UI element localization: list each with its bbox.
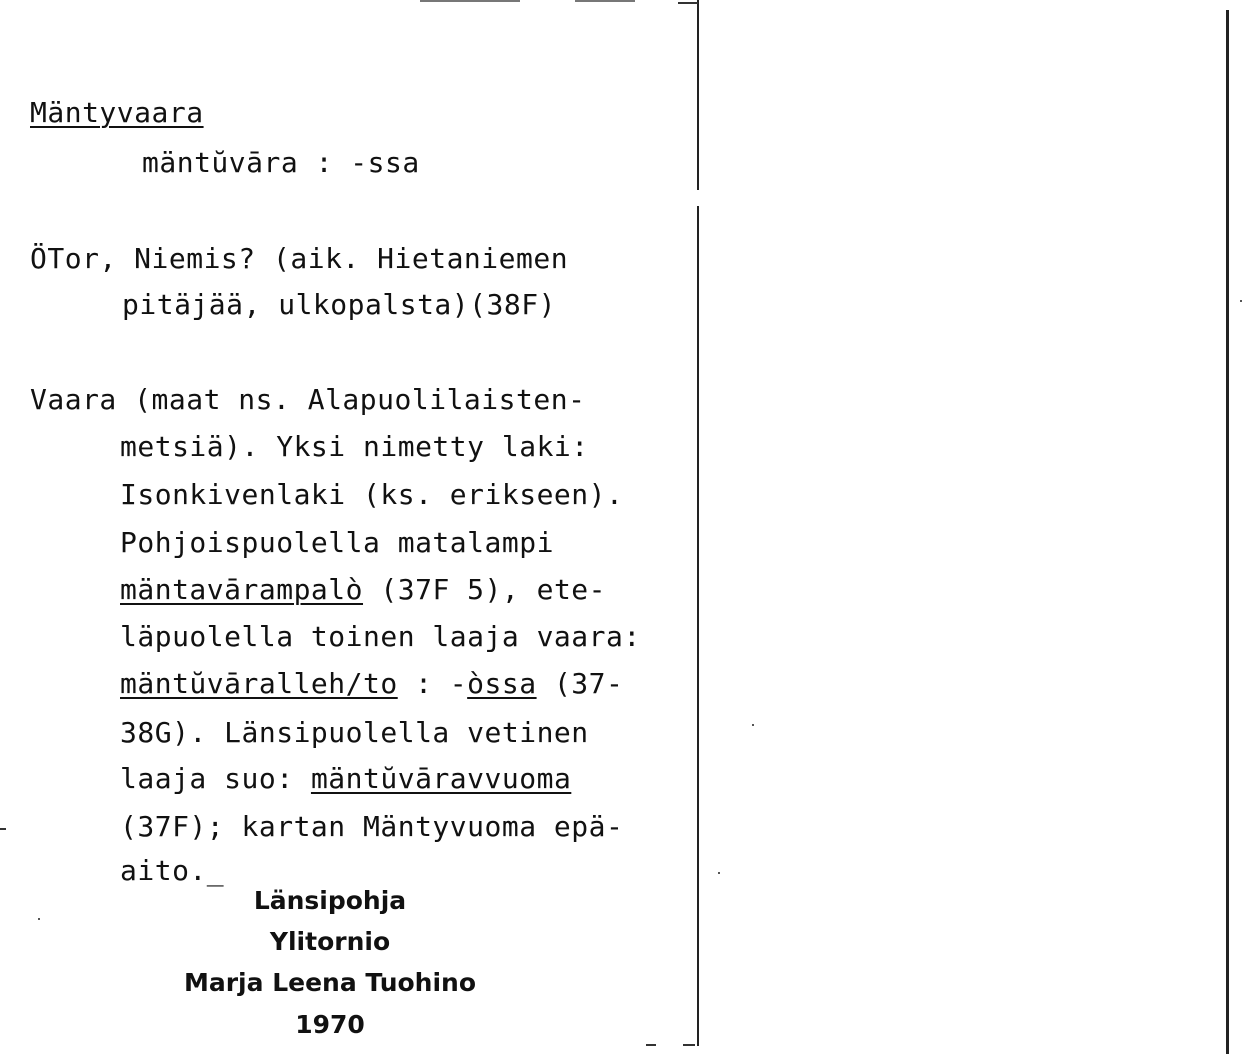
- location-line-2: pitäjää, ulkopalsta)(38F): [122, 288, 556, 321]
- stamp-collector: Marja Leena Tuohino: [183, 968, 477, 997]
- scan-artifact: [1240, 300, 1242, 302]
- scan-artifact: [38, 918, 40, 920]
- card-edge-line: [697, 206, 699, 1046]
- description-line-1: Vaara (maat ns. Alapuolilaisten-: [30, 383, 586, 416]
- stamp-year: 1970: [295, 1010, 365, 1039]
- place-name-form: mäntavārampalò: [120, 573, 364, 606]
- description-line-10: (37F); kartan Mäntyvuoma epä-: [120, 810, 624, 843]
- scan-artifact: [420, 0, 520, 2]
- description-line-5: [120, 567, 606, 613]
- place-name-inflection: òssa: [467, 667, 537, 700]
- description-text: laaja suo:: [120, 762, 311, 795]
- description-line-4: Pohjoispuolella matalampi: [120, 526, 554, 559]
- place-name-form: mäntŭvāravvuoma: [310, 762, 572, 795]
- location-line-1: ÖTor, Niemis? (aik. Hietaniemen: [30, 242, 569, 275]
- scan-artifact: [683, 1044, 695, 1046]
- scan-artifact: [678, 2, 698, 4]
- description-text: (37F 5), ete-: [363, 573, 607, 606]
- description-line-7: [120, 661, 623, 707]
- scan-artifact: [752, 724, 754, 726]
- scan-artifact: [0, 828, 6, 830]
- description-line-6: läpuolella toinen laaja vaara:: [120, 620, 641, 653]
- scan-artifact: [718, 872, 720, 874]
- scan-artifact: [575, 0, 635, 2]
- card-edge-line: [1226, 10, 1229, 1054]
- description-line-3: Isonkivenlaki (ks. erikseen).: [120, 478, 624, 511]
- headword: Mäntyvaara: [30, 96, 204, 129]
- description-line-9: [120, 756, 571, 802]
- stamp-region: Länsipohja: [253, 886, 407, 915]
- description-text: (37-: [536, 667, 624, 700]
- description-line-2: metsiä). Yksi nimetty laki:: [120, 430, 589, 463]
- description-text: : -: [397, 667, 468, 700]
- place-name-form: mäntŭvāralleh/to: [120, 667, 398, 700]
- description-line-8: 38G). Länsipuolella vetinen: [120, 716, 589, 749]
- card-edge-line: [697, 0, 699, 190]
- stamp-parish: Ylitornio: [269, 927, 391, 956]
- scan-artifact: [646, 1044, 656, 1046]
- description-line-11: aito._: [120, 854, 225, 887]
- pronunciation: mäntŭvāra : -ssa: [142, 146, 420, 179]
